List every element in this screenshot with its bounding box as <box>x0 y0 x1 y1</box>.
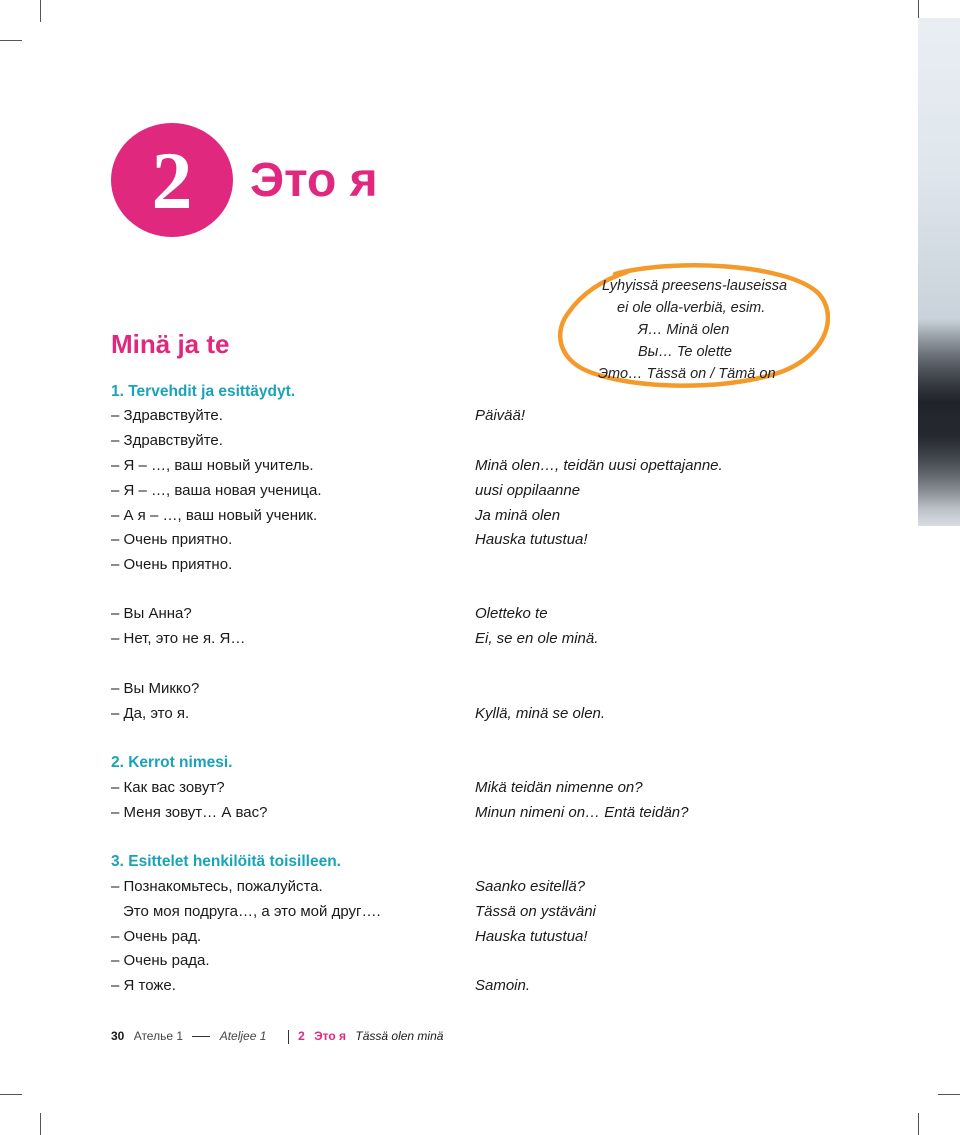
crop-mark <box>40 1113 41 1135</box>
crop-mark <box>918 1113 919 1135</box>
chapter-title: Это я <box>250 154 378 207</box>
crop-mark <box>0 40 22 41</box>
russian-line: – Я тоже. <box>111 977 176 994</box>
finnish-line: Oletteko te <box>475 605 548 622</box>
note-line: Я… Minä olen <box>638 322 730 338</box>
finnish-line: Minä olen…, teidän uusi opettajanne. <box>475 457 723 474</box>
note-line: ei ole olla-verbiä, esim. <box>617 300 766 316</box>
russian-line: – Как вас зовут? <box>111 779 225 796</box>
page-footer <box>111 1028 449 1044</box>
note-line: Вы… Te olette <box>638 344 732 360</box>
photo-shadow <box>918 318 960 508</box>
russian-line: – Очень приятно. <box>111 556 233 573</box>
russian-line: – Очень приятно. <box>111 531 233 548</box>
finnish-line: Tässä on ystäväni <box>475 903 596 920</box>
exercise-heading: 3. Esittelet henkilöitä toisilleen. <box>111 853 341 870</box>
footer-dash <box>192 1036 210 1037</box>
book-title-ru: Ателье 1 <box>133 1029 184 1043</box>
exercise-heading: 2. Kerrot nimesi. <box>111 754 233 771</box>
russian-line: – Очень рад. <box>111 928 202 945</box>
finnish-line: Saanko esitellä? <box>475 878 586 895</box>
russian-line: – Я – …, ваша новая ученица. <box>111 482 322 499</box>
chapter-number: 2 <box>151 135 193 226</box>
note-line: Lyhyissä preesens-lauseissa <box>602 278 788 294</box>
finnish-line: Samoin. <box>475 977 531 994</box>
finnish-line: Hauska tutustua! <box>475 928 588 945</box>
finnish-line: Päivää! <box>475 407 526 424</box>
finnish-line: Kyllä, minä se olen. <box>475 705 606 722</box>
russian-line: – Вы Анна? <box>111 605 192 622</box>
russian-line: – Меня зовут… А вас? <box>111 804 268 821</box>
russian-line: – Вы Микко? <box>111 680 200 697</box>
russian-line: – Да, это я. <box>111 705 190 722</box>
book-title-fi: Ateljee 1 <box>219 1029 267 1043</box>
footer-chapter-title-ru: Это я <box>314 1029 347 1043</box>
russian-line: – Здравствуйте. <box>111 407 223 424</box>
finnish-line: Mikä teidän nimenne on? <box>475 779 643 796</box>
russian-line: – А я – …, ваш новый ученик. <box>111 507 318 524</box>
finnish-line: uusi oppilaanne <box>475 482 581 499</box>
crop-mark <box>0 1094 22 1095</box>
finnish-line: Minun nimeni on… Entä teidän? <box>475 804 689 821</box>
russian-line: – Нет, это не я. Я… <box>111 630 246 647</box>
section-title: Minä ja te <box>111 329 230 359</box>
note-line: Это… Tässä on / Tämä on <box>598 366 776 382</box>
finnish-line: Hauska tutustua! <box>475 531 588 548</box>
russian-line: – Очень рада. <box>111 952 210 969</box>
footer-chapter-number: 2 <box>298 1029 305 1043</box>
footer-chapter-title-fi: Tässä olen minä <box>355 1029 444 1043</box>
page-number: 30 <box>111 1029 125 1043</box>
russian-line: – Я – …, ваш новый учитель. <box>111 457 314 474</box>
russian-line: – Познакомьтесь, пожалуйста. <box>111 878 323 895</box>
crop-mark <box>40 0 41 22</box>
russian-line: – Здравствуйте. <box>111 432 223 449</box>
russian-line: Это моя подруга…, а это мой друг…. <box>123 903 381 920</box>
finnish-line: Ja minä olen <box>475 507 561 524</box>
chapter-badge <box>110 122 234 238</box>
crop-mark <box>938 1094 960 1095</box>
exercise-heading: 1. Tervehdit ja esittäydyt. <box>111 383 296 400</box>
finnish-line: Ei, se en ole minä. <box>475 630 599 647</box>
footer-separator <box>288 1030 289 1044</box>
side-photo-strip <box>918 18 960 526</box>
